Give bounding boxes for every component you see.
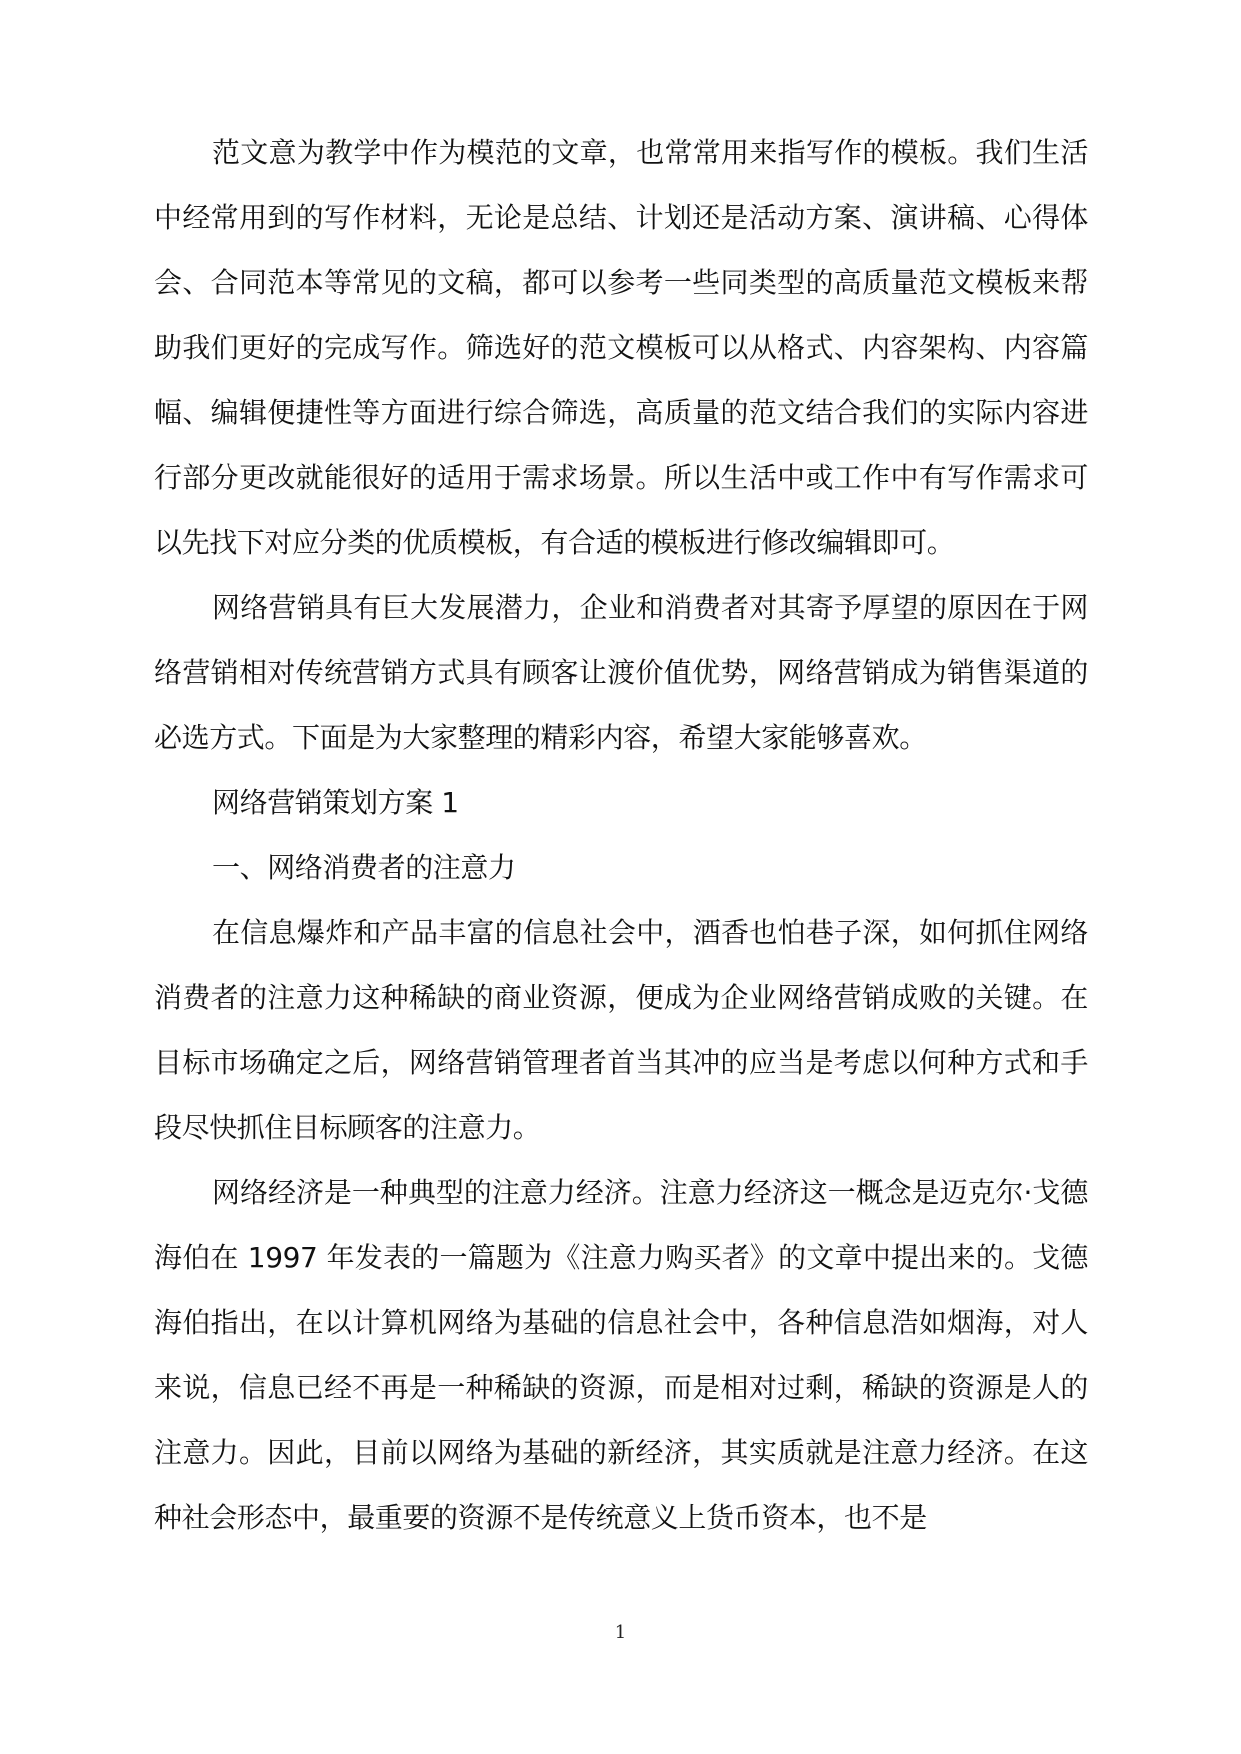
body-paragraph: 网络经济是一种典型的注意力经济。注意力经济这一概念是迈克尔·戈德海伯在 1997 年发表的一篇题为《注意力购买者》的文章中提出来的。戈德海伯指出，在以计算机网络为基础的信息社会中，各种信息浩如烟海，对人来说，信息已经不再是一种稀缺的资源，而是相对过剩，稀缺的资源是人的注意力。因此，目前以网络为基础的新经济，其实质就是注意力经济。在这种社会形态中，最重要的资源不是传统意义上货币资本，也不是	[154, 1176, 1088, 1534]
document-body	[154, 120, 1088, 1550]
document-title: 网络营销策划方案 1	[212, 786, 459, 819]
page-number: 1	[614, 1622, 627, 1643]
section-heading: 一、网络消费者的注意力	[212, 851, 516, 884]
intro-paragraph: 范文意为教学中作为模范的文章，也常常用来指写作的模板。我们生活中经常用到的写作材料，无论是总结、计划还是活动方案、演讲稿、心得体会、合同范本等常见的文稿，都可以参考一些同类型的高质量范文模板来帮助我们更好的完成写作。筛选好的范文模板可以从格式、内容架构、内容篇幅、编辑便捷性等方面进行综合筛选，高质量的范文结合我们的实际内容进行部分更改就能很好的适用于需求场景。所以生活中或工作中有写作需求可以先找下对应分类的优质模板，有合适的模板进行修改编辑即可。	[154, 136, 1088, 559]
intro-paragraph: 网络营销具有巨大发展潜力，企业和消费者对其寄予厚望的原因在于网络营销相对传统营销方式具有顾客让渡价值优势，网络营销成为销售渠道的必选方式。下面是为大家整理的精彩内容，希望大家能够喜欢。	[154, 591, 1088, 754]
body-paragraph: 在信息爆炸和产品丰富的信息社会中，酒香也怕巷子深，如何抓住网络消费者的注意力这种稀缺的商业资源，便成为企业网络营销成败的关键。在目标市场确定之后，网络营销管理者首当其冲的应当是考虑以何种方式和手段尽快抓住目标顾客的注意力。	[154, 916, 1088, 1144]
